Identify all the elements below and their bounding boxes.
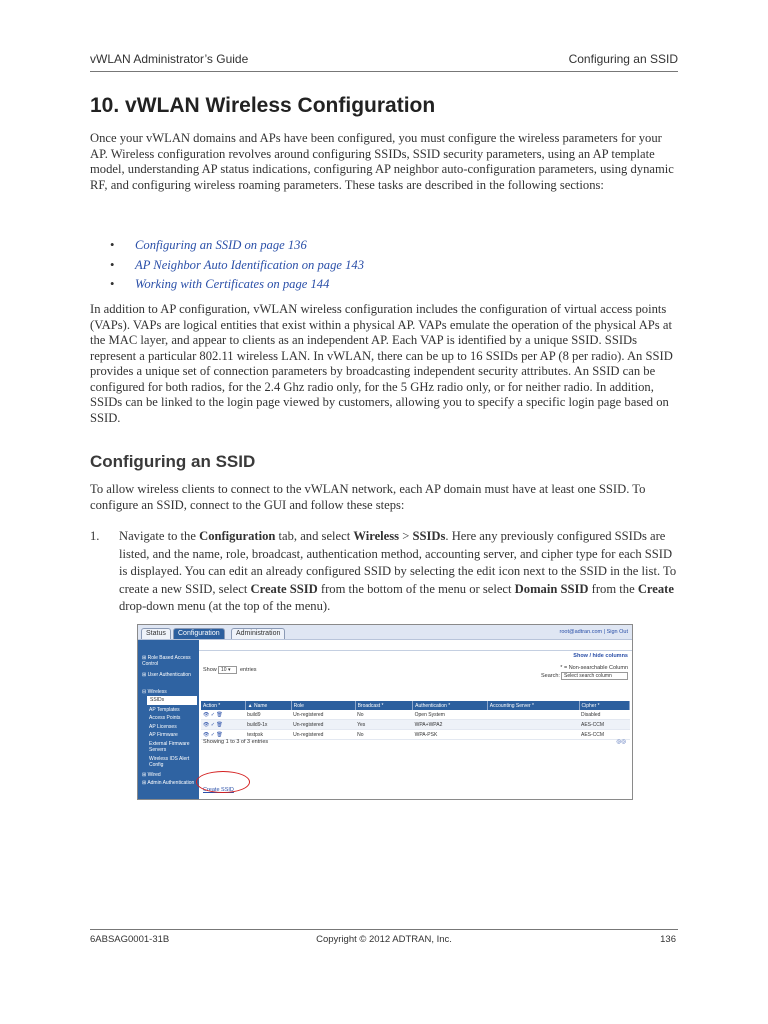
row-broadcast: No: [355, 730, 413, 740]
chapter-title: 10. vWLAN Wireless Configuration: [90, 94, 436, 117]
col-authentication[interactable]: Authentication *: [413, 701, 488, 710]
page-footer: [90, 934, 678, 948]
sidebar-item-role-based[interactable]: ⊞ Role Based Access Control: [142, 655, 191, 667]
sidebar-item-ap-templates[interactable]: AP Templates: [149, 707, 180, 713]
link-configuring-ssid[interactable]: Configuring an SSID on page 136: [135, 238, 307, 252]
row-accounting: [487, 710, 579, 720]
sidebar-item-access-points[interactable]: Access Points: [149, 715, 181, 721]
sign-out-link[interactable]: Sign Out: [606, 629, 628, 635]
row-role: Un-registered: [291, 720, 355, 730]
sidebar-item-user-auth[interactable]: ⊞ User Authentication: [142, 672, 191, 678]
tab-configuration[interactable]: Configuration: [173, 628, 225, 639]
ssid-table: [201, 701, 630, 740]
header-guide-title: vWLAN Administrator’s Guide: [90, 52, 249, 66]
row-cipher: AES-CCM: [579, 720, 630, 730]
row-name: build9-1x: [245, 720, 291, 730]
gui-main: [199, 640, 632, 799]
document-number: 6ABSAG0001-31B: [90, 934, 170, 945]
row-auth: WPA+WPA2: [413, 720, 488, 730]
row-cipher: Disabled: [579, 710, 630, 720]
table-row: [201, 710, 630, 720]
show-hide-columns-link[interactable]: Show / hide columns: [573, 653, 628, 659]
sidebar-item-ap-licenses[interactable]: AP Licenses: [149, 724, 177, 730]
page-number: 136: [660, 934, 676, 945]
showing-entries: Showing 1 to 3 of 3 entries: [203, 739, 269, 745]
row-name: build9: [245, 710, 291, 720]
link-ap-neighbor[interactable]: AP Neighbor Auto Identification on page 143: [135, 258, 364, 272]
gui-sidebar: [138, 640, 199, 799]
tab-status[interactable]: Status: [141, 628, 171, 639]
row-broadcast: No: [355, 710, 413, 720]
sidebar-item-external-firmware[interactable]: External Firmware Servers: [149, 741, 190, 753]
section-paragraph: To allow wireless clients to connect to the vWLAN network, each AP domain must have at least one SSID. To configure an SSID, connect to the GUI and follow these steps:: [90, 482, 646, 512]
show-label: Show: [203, 667, 217, 673]
pagination-icon[interactable]: ◎◎: [616, 739, 626, 745]
gui-top-bar: [138, 625, 632, 640]
sidebar-item-ssids[interactable]: SSIDs: [147, 696, 197, 705]
col-broadcast[interactable]: Broadcast *: [355, 701, 413, 710]
sidebar-item-wireless-ids[interactable]: Wireless IDS Alert Config: [149, 756, 190, 768]
header-divider: [90, 71, 678, 72]
gui-screenshot: [137, 624, 633, 800]
table-row: [201, 720, 630, 730]
sidebar-item-wired[interactable]: ⊞ Wired: [142, 772, 161, 778]
non-searchable-note: * = Non-searchable Column: [560, 665, 628, 671]
row-auth: WPA-PSK: [413, 730, 488, 740]
row-role: Un-registered: [291, 730, 355, 740]
row-actions[interactable]: 👁 ✓ 🗑: [201, 710, 245, 720]
create-ssid-link[interactable]: Create SSID: [203, 787, 234, 793]
row-actions[interactable]: 👁 ✓ 🗑: [201, 730, 245, 740]
table-row: [201, 730, 630, 740]
step-number: 1.: [90, 529, 100, 543]
sidebar-item-wireless[interactable]: ⊟ Wireless: [142, 689, 167, 695]
search-label: Search:: [541, 673, 560, 679]
section-title: Configuring an SSID: [90, 452, 256, 471]
row-cipher: AES-CCM: [579, 730, 630, 740]
search-column-select[interactable]: Select search column: [561, 672, 628, 680]
sidebar-item-ap-firmware[interactable]: AP Firmware: [149, 732, 178, 738]
bullet-dot-icon: •: [110, 238, 115, 252]
user-link[interactable]: root@adtran.com: [559, 629, 603, 635]
show-hide-bar: [199, 650, 632, 662]
vap-paragraph: In addition to AP configuration, vWLAN wireless configuration includes the configuration of virtual access points (VAPs). VAPs are logical entities that exist within a physical AP. VAPs emulate the operation of the physical APs at the MAC layer, and appear to clients as an independent AP. Each VAP is identified by a unique SSID. SSIDs represent a particular 802.11 wireless LAN. In vWLAN, there can be up to 16 SSIDs per AP (8 per radio). An SSID provides a unique set of connection parameters by broadcasting independent security attributes. An SSID can be configured for both radios, for the 2.4 Ghz radio only, for the 5 GHz radio only, or for neither radio. In addition, SSIDs can be linked to the login page viewed by customers, allowing you to specify a specific login page based on SSID.: [90, 302, 673, 425]
bullet-dot-icon: •: [110, 258, 115, 272]
header-section-title: Configuring an SSID: [568, 52, 678, 66]
intro-paragraph: Once your vWLAN domains and APs have been configured, you must configure the wireless parameters for your AP. Wireless configuration revolves around configuring SSIDs, SSID security parameters, using an AP template model, understanding AP status indications, configuring AP neighbor auto-configuration parameters, using dynamic RF, and configuring wireless roaming parameters. These tasks are described in the following sections:: [90, 131, 674, 192]
row-accounting: [487, 730, 579, 740]
row-role: Un-registered: [291, 710, 355, 720]
col-action[interactable]: Action *: [201, 701, 245, 710]
bullet-dot-icon: •: [110, 277, 115, 291]
step-text: Navigate to the Configuration tab, and select Wireless > SSIDs. Here any previously configured SSIDs are listed, and the name, role, broadcast, authentication method, accounting server, and cipher type for each SSID is displayed. You can edit an already configured SSID by selecting the edit icon next to the SSID in the list. To create a new SSID, select Create SSID from the bottom of the menu or select Domain SSID from the Create drop-down menu (at the top of the menu).: [119, 529, 677, 613]
sidebar-item-admin-auth[interactable]: ⊞ Admin Authentication: [142, 780, 195, 786]
col-accounting[interactable]: Accounting Server *: [487, 701, 579, 710]
row-name: testpsk: [245, 730, 291, 740]
top-links: root@adtran.com | Sign Out: [559, 629, 628, 635]
row-auth: Open System: [413, 710, 488, 720]
col-cipher[interactable]: Cipher *: [579, 701, 630, 710]
copyright: Copyright © 2012 ADTRAN, Inc.: [316, 934, 452, 945]
col-role[interactable]: Role: [291, 701, 355, 710]
col-name[interactable]: ▲ Name: [245, 701, 291, 710]
table-header: [201, 701, 630, 710]
entries-label: entries: [240, 667, 257, 673]
highlight-oval: [196, 771, 250, 793]
entries-select[interactable]: 10 ▾: [218, 666, 237, 674]
footer-divider: [90, 929, 678, 930]
row-accounting: [487, 720, 579, 730]
row-broadcast: Yes: [355, 720, 413, 730]
tab-administration[interactable]: Administration: [231, 628, 285, 639]
row-actions[interactable]: 👁 ✓ 🗑: [201, 720, 245, 730]
link-certificates[interactable]: Working with Certificates on page 144: [135, 277, 330, 291]
